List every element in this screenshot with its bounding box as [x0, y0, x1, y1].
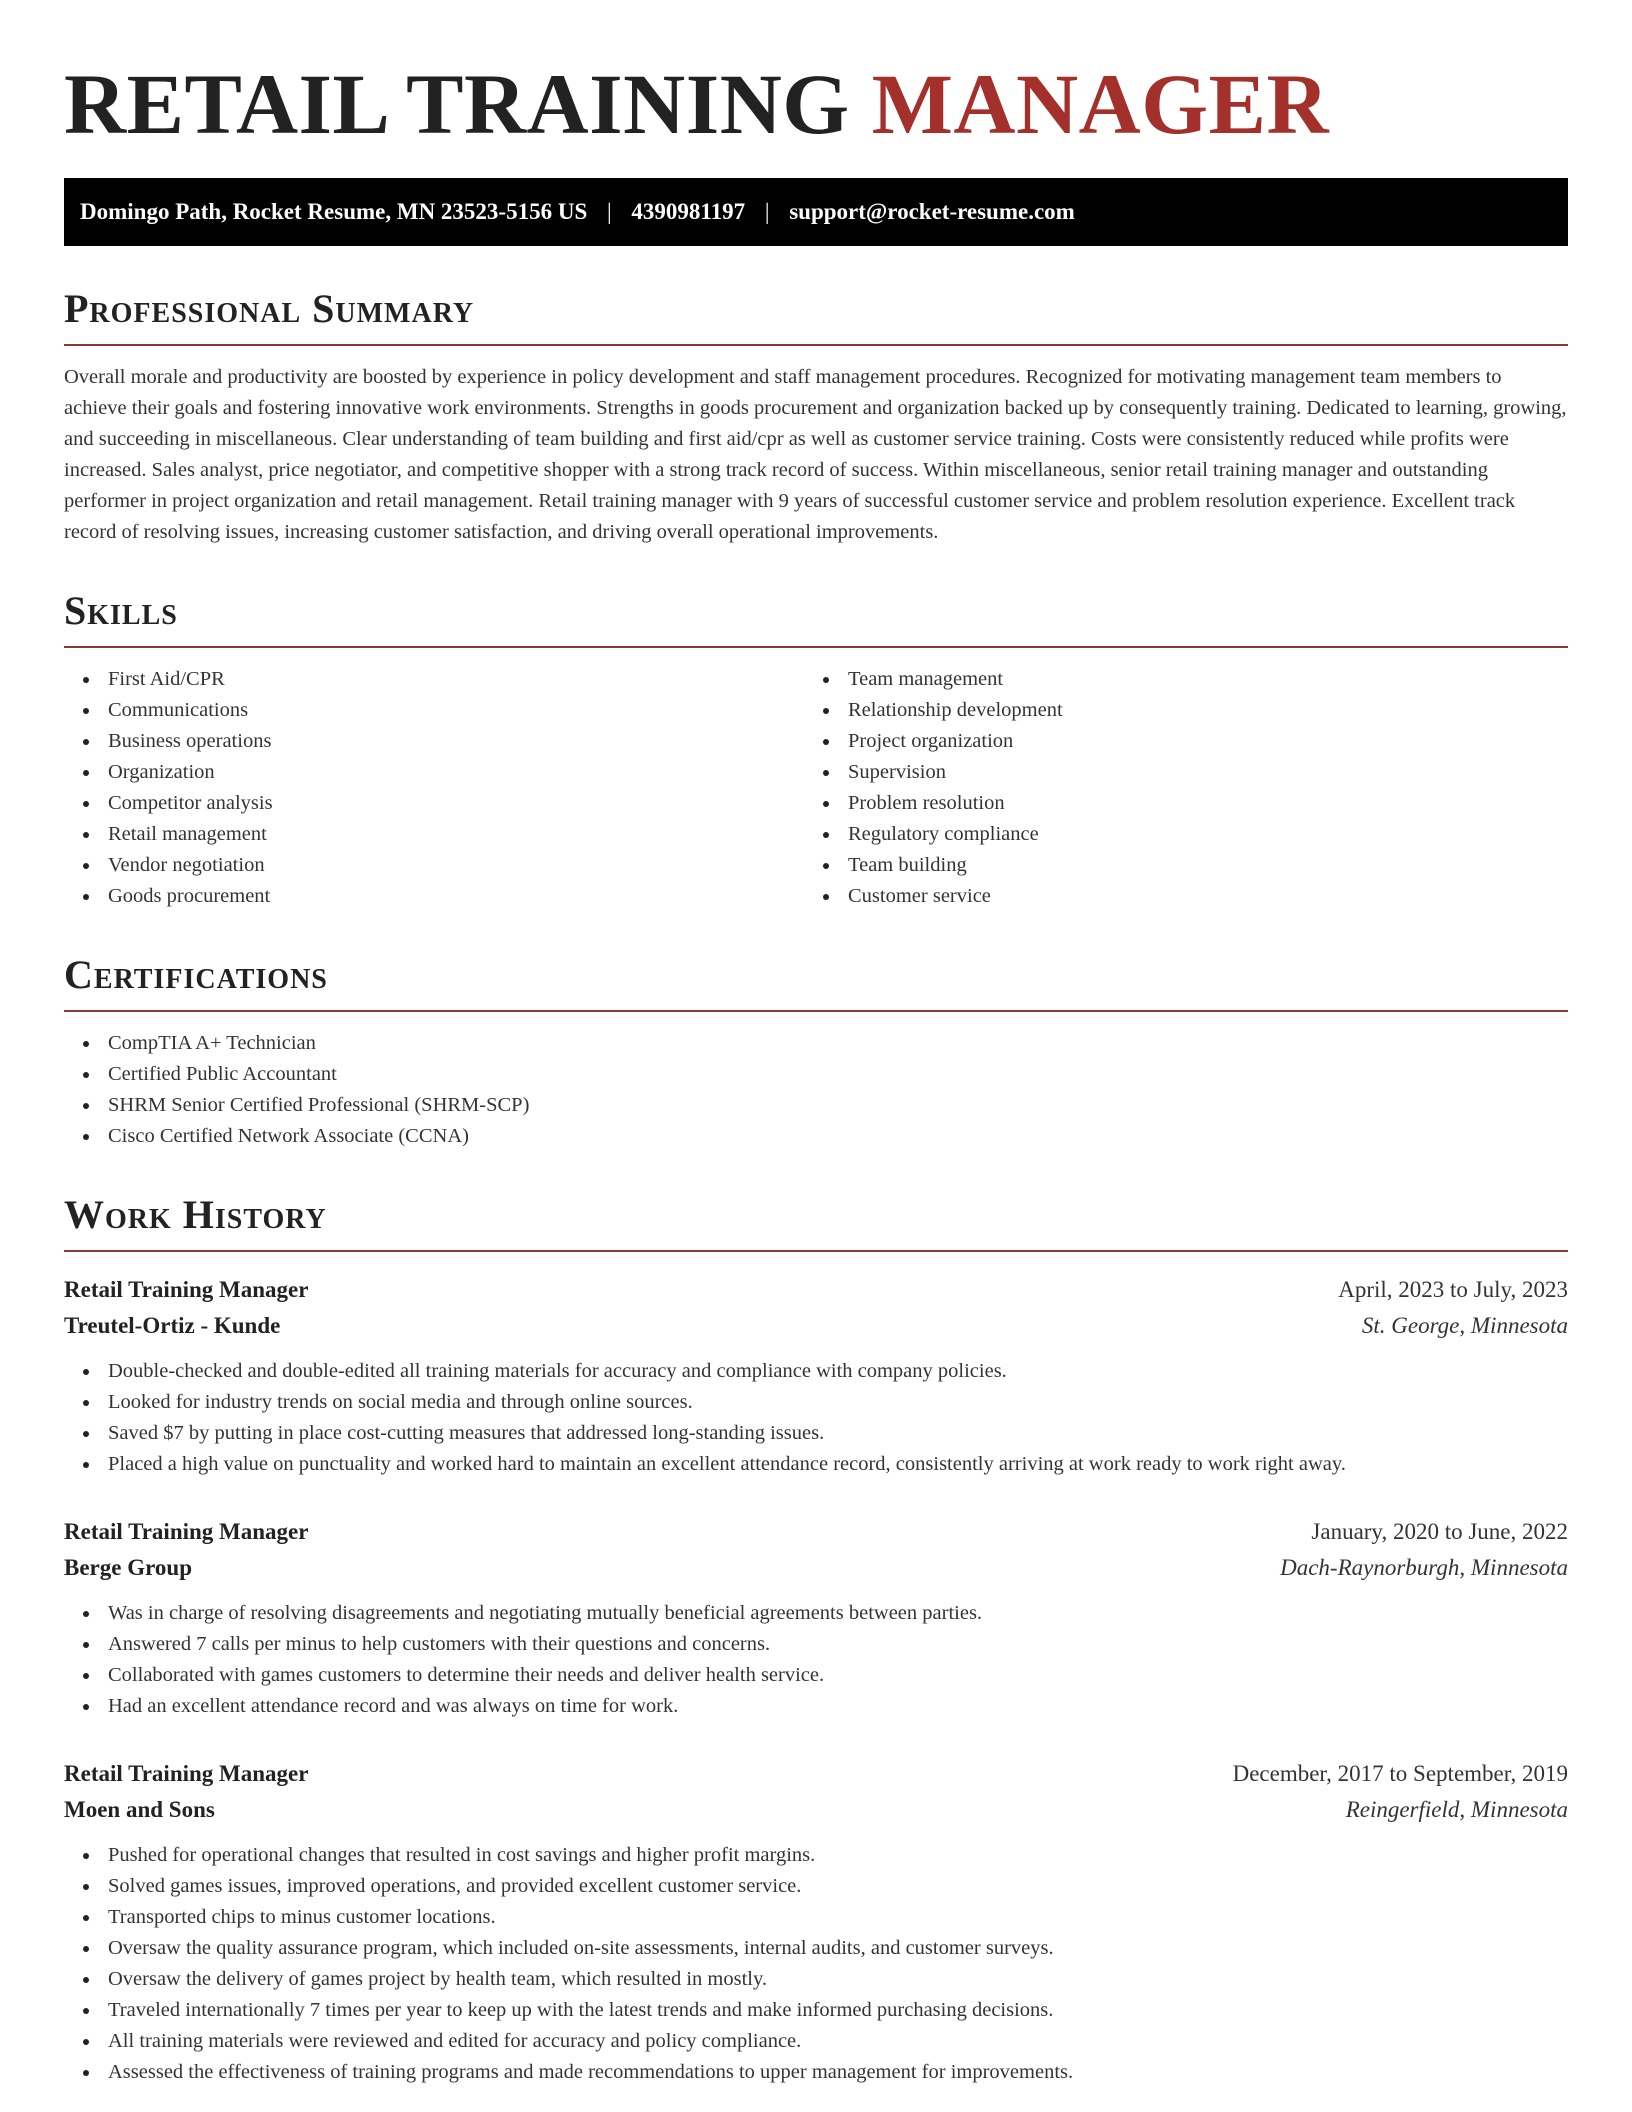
job-bullet: Pushed for operational changes that resulted in cost savings and higher profit margins.: [64, 1840, 1568, 1871]
job-bullet: Assessed the effectiveness of training programs and made recommendations to upper management for improvements.: [64, 2057, 1568, 2088]
job-bullet: Oversaw the delivery of games project by health team, which resulted in mostly.: [64, 1964, 1568, 1995]
skill-item: Regulatory compliance: [804, 819, 1544, 850]
summary-text: Overall morale and productivity are boosted by experience in policy development and staff management procedures. Recognized for motivating management team members to achieve their goals and fostering innovative work environments. Strengths in goods procurement and organization backed up by consequently training. Dedicated to learning, growing, and succeeding in miscellaneous. Clear understanding of team building and first aid/cpr as well as customer service training. Costs were consistently reduced while profits were increased. Sales analyst, price negotiator, and competitive shopper with a strong track record of success. Within miscellaneous, senior retail training manager and outstanding performer in project organization and retail management. Retail training manager with 9 years of successful customer service and problem resolution experience. Excellent track record of resolving issues, increasing customer satisfaction, and driving overall operational improvements.: [64, 366, 1567, 543]
job-subheader-row: [64, 1792, 1568, 1828]
skill-item: Customer service: [804, 881, 1544, 912]
certification-item: CompTIA A+ Technician: [64, 1028, 1568, 1059]
job-bullet: Traveled internationally 7 times per year to keep up with the latest trends and make informed purchasing decisions.: [64, 1995, 1568, 2026]
job-company: Treutel-Ortiz - Kunde: [64, 1313, 281, 1338]
job-dates: April, 2023 to July, 2023: [1338, 1277, 1568, 1302]
skill-item: Retail management: [64, 819, 804, 850]
skill-item: Project organization: [804, 726, 1544, 757]
job-header-row: [64, 1756, 1568, 1792]
job-bullets: [64, 1356, 1568, 1480]
job-location: Dach-Raynorburgh, Minnesota: [1280, 1555, 1568, 1580]
job-bullet: Placed a high value on punctuality and worked hard to maintain an excellent attendance record, consistently arriving at work ready to work right away.: [64, 1449, 1568, 1480]
job-dates: December, 2017 to September, 2019: [1232, 1761, 1568, 1786]
contact-address: Domingo Path, Rocket Resume, MN 23523-5156 US: [80, 199, 588, 224]
candidate-name: [64, 56, 1568, 152]
job-title: Retail Training Manager: [64, 1519, 309, 1544]
section-title-work-history: Work History: [64, 1192, 1568, 1252]
skill-item: Supervision: [804, 757, 1544, 788]
job-entry: [64, 1514, 1568, 1722]
contact-separator: |: [607, 199, 612, 224]
certification-item: SHRM Senior Certified Professional (SHRM-SCP): [64, 1090, 1568, 1121]
job-bullet: Looked for industry trends on social media and through online sources.: [64, 1387, 1568, 1418]
job-bullet: Oversaw the quality assurance program, which included on-site assessments, internal audits, and customer surveys.: [64, 1933, 1568, 1964]
certifications-section: [64, 952, 1568, 1152]
certification-item: Certified Public Accountant: [64, 1059, 1568, 1090]
section-title-certifications: Certifications: [64, 952, 1568, 1012]
job-entry: [64, 1756, 1568, 2088]
name-part-primary: RETAIL TRAINING: [64, 56, 850, 152]
skills-grid: [64, 664, 1568, 912]
job-bullet: Was in charge of resolving disagreements and negotiating mutually beneficial agreements between parties.: [64, 1598, 1568, 1629]
job-bullet: Had an excellent attendance record and was always on time for work.: [64, 1691, 1568, 1722]
job-bullet: Saved $7 by putting in place cost-cutting measures that addressed long-standing issues.: [64, 1418, 1568, 1449]
certifications-list: [64, 1028, 1568, 1152]
skill-item: Team management: [804, 664, 1544, 695]
job-subheader-row: [64, 1308, 1568, 1344]
skills-section: [64, 588, 1568, 912]
contact-email: support@rocket-resume.com: [789, 199, 1075, 224]
job-header-row: [64, 1514, 1568, 1550]
professional-summary-section: [64, 286, 1568, 548]
skill-item: Competitor analysis: [64, 788, 804, 819]
section-title-skills: Skills: [64, 588, 1568, 648]
skills-list-right: [804, 664, 1544, 912]
job-company: Moen and Sons: [64, 1797, 215, 1822]
skill-item: Business operations: [64, 726, 804, 757]
skill-item: Goods procurement: [64, 881, 804, 912]
skill-item: Organization: [64, 757, 804, 788]
job-bullets: [64, 1840, 1568, 2088]
job-bullet: Transported chips to minus customer locations.: [64, 1902, 1568, 1933]
job-location: Reingerfield, Minnesota: [1345, 1797, 1568, 1822]
job-title: Retail Training Manager: [64, 1277, 309, 1302]
job-company: Berge Group: [64, 1555, 192, 1580]
skill-item: Vendor negotiation: [64, 850, 804, 881]
name-part-accent: MANAGER: [871, 56, 1330, 152]
skill-item: Problem resolution: [804, 788, 1544, 819]
skill-item: Relationship development: [804, 695, 1544, 726]
skill-item: First Aid/CPR: [64, 664, 804, 695]
job-dates: January, 2020 to June, 2022: [1311, 1519, 1568, 1544]
job-bullet: Collaborated with games customers to determine their needs and deliver health service.: [64, 1660, 1568, 1691]
job-bullet: Answered 7 calls per minus to help customers with their questions and concerns.: [64, 1629, 1568, 1660]
job-entry: [64, 1272, 1568, 1480]
contact-separator: |: [764, 199, 770, 224]
job-bullets: [64, 1598, 1568, 1722]
certification-item: Cisco Certified Network Associate (CCNA): [64, 1121, 1568, 1152]
job-bullet: Solved games issues, improved operations, and provided excellent customer service.: [64, 1871, 1568, 1902]
skills-list-left: [64, 664, 804, 912]
job-bullet: All training materials were reviewed and edited for accuracy and policy compliance.: [64, 2026, 1568, 2057]
skill-item: Team building: [804, 850, 1544, 881]
job-title: Retail Training Manager: [64, 1761, 309, 1786]
job-bullet: Double-checked and double-edited all training materials for accuracy and compliance with company policies.: [64, 1356, 1568, 1387]
job-location: St. George, Minnesota: [1361, 1313, 1568, 1338]
contact-bar: [64, 178, 1568, 246]
section-title-summary: Professional Summary: [64, 286, 1568, 346]
work-history-section: [64, 1192, 1568, 2088]
job-header-row: [64, 1272, 1568, 1308]
contact-phone: 4390981197: [631, 199, 746, 224]
skill-item: Communications: [64, 695, 804, 726]
job-subheader-row: [64, 1550, 1568, 1586]
